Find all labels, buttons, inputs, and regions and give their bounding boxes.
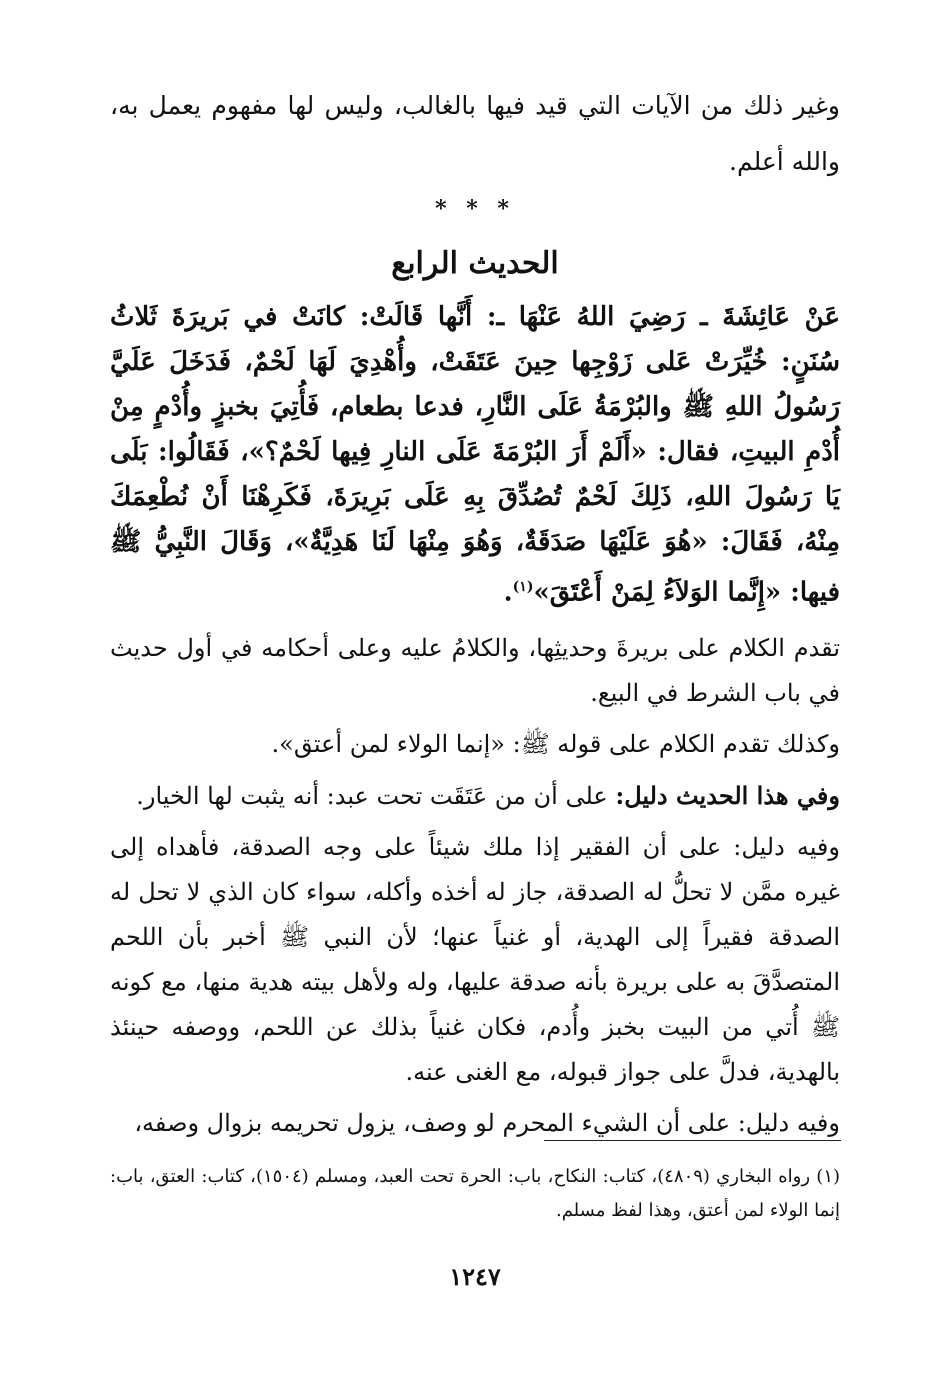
footnote-divider bbox=[544, 1140, 841, 1141]
intro-paragraph: وغير ذلك من الآيات التي قيد فيها بالغالب، وليس لها مفهوم يعمل به، والله أعلم. bbox=[110, 91, 840, 176]
commentary-text: على أن من عَتَقَت تحت عبد: أنه يثبت لها الخيار. bbox=[136, 781, 616, 810]
commentary-paragraph bbox=[110, 773, 840, 819]
hadith-end: . bbox=[503, 577, 513, 608]
commentary-paragraph bbox=[110, 825, 840, 1095]
footnote: (١) رواه البخاري (٤٨٠٩)، كتاب: النكاح، باب: الحرة تحت العبد، ومسلم (١٥٠٤)، كتاب: العتق، باب: إنما الولاء لمن أعتق، وهذا لفظ مسلم. bbox=[110, 1166, 841, 1221]
commentary-text: وفيه دليل: على أن الفقير إذا ملك شيئاً على وجه الصدقة، فأهداه إلى غيره ممَّن لا تحلُّ له الصدقة، جاز له أخذه وأكله، سواء كان الذي لا تحل له الصدقة فقيراً إلى الهدية، أو غنياً عنها؛ لأن النبي ﷺ أخبر بأن اللحم المتصدَّقَ به على بريرة بأنه صدقة عليها، وله ولأهل بيته هدية منها، مع كونه ﷺ أُتي من البيت بخبز وأُدم، فكان غنياً بذلك عن اللحم، ووصفه حينئذ بالهدية، فدلَّ على جواز قبوله، مع الغنى عنه. bbox=[110, 832, 840, 1086]
commentary-text: وفيه دليل: على أن الشيء المحرم لو وصف، يزول تحريمه بزوال وصفه، bbox=[134, 1108, 840, 1137]
page-number: ١٢٤٧ bbox=[449, 1262, 501, 1291]
commentary-paragraph bbox=[110, 722, 840, 767]
commentary-lead: وفي هذا الحديث دليل: bbox=[615, 780, 840, 810]
commentary-text: وكذلك تقدم الكلام على قوله ﷺ: «إنما الولاء لمن أعتق». bbox=[271, 729, 840, 758]
footnote-ref: (١) bbox=[512, 579, 534, 595]
commentary-text: تقدم الكلام على بريرةَ وحديثِها، والكلامُ عليه وعلى أحكامه في أول حديث في باب الشرط في البيع. bbox=[110, 633, 840, 707]
hadith-body: عَنْ عَائِشَةَ ـ رَضِيَ اللهُ عَنْهَا ـ: أَنَّها قَالَتْ: كانَتْ في بَريرَةَ ثَلاثُ سُنَنٍ: خُيِّرَتْ عَلى زَوْجِها حِينَ عَتَقَتْ، وأُهْدِيَ لَهَا لَحْمٌ، فَدَخَلَ عَلَيَّ رَسُولُ اللهِ ﷺ والبُرْمَةُ عَلَى النَّارِ، فدعا بطعام، فَأُتِيَ بخبزٍ وأُدْمٍ مِنْ أُدْمِ البيتِ، فقال: «أَلَمْ أَرَ البُرْمَةَ عَلَى النارِ فِيها لَحْمٌ؟»، فَقَالُوا: بَلَى يَا رَسُولَ اللهِ، ذَلِكَ لَحْمٌ تُصُدِّقَ بِهِ عَلَى بَرِيرَةَ، فَكَرِهْنَا أَنْ نُطْعِمَكَ مِنْهُ، فَقَالَ: «هُوَ عَلَيْهَا صَدَقَةٌ، وَهُوَ مِنْهَا لَنَا هَدِيَّةٌ»، وَقَالَ النَّبِيُّ ﷺ فيها: «إِنَّما الوَلاَءُ لِمَنْ أَعْتَقَ» bbox=[110, 302, 840, 608]
commentary-paragraph bbox=[110, 1101, 840, 1146]
page-body bbox=[110, 78, 840, 1152]
section-heading: الحديث الرابع bbox=[391, 246, 559, 281]
commentary-paragraph bbox=[110, 626, 840, 716]
hadith-text bbox=[110, 295, 840, 616]
section-separator: * * * bbox=[435, 196, 515, 222]
